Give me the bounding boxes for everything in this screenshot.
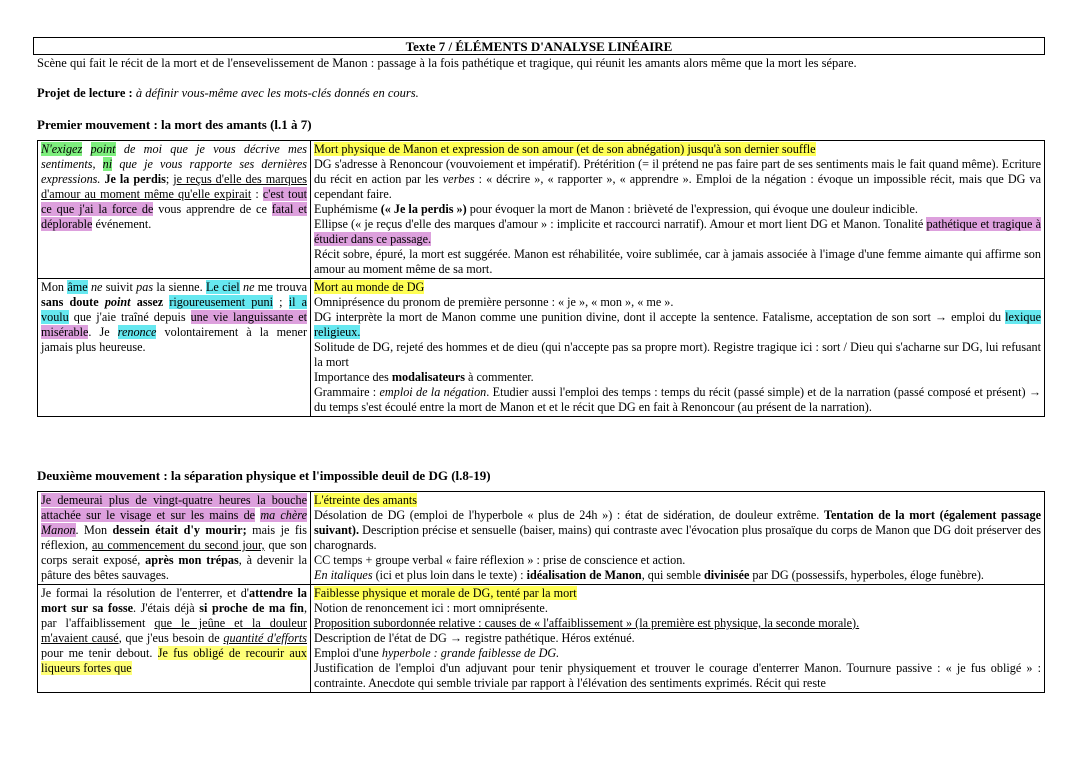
excerpt-fragment: mais je fis réflexion,: [41, 523, 308, 552]
excerpt-fragment: suivit: [105, 280, 133, 294]
analysis-text: DG s'adresse à Renoncour (vouvoiement et impératif). Prétérition (= il prétend ne pas faire part de ses sentiments mais le fait quand même). Ecriture du récit en action par les: [314, 157, 1041, 186]
excerpt-fragment: , que j'eus besoin de: [118, 631, 220, 645]
table-row: [38, 141, 1045, 279]
excerpt-fragment: :: [255, 187, 259, 201]
analysis-cell: [311, 585, 1045, 693]
excerpt-fragment: ne: [242, 280, 255, 294]
excerpt-fragment: si proche de ma fin: [199, 601, 304, 615]
excerpt-fragment: que j'aie traîné depuis: [73, 310, 186, 324]
analysis-text: pathétique et tragique à étudier dans ce passage.: [314, 217, 1041, 246]
analysis-text: Solitude de DG, rejeté des hommes et de dieu (qui n'accepte pas sa propre mort). Registre tragique ici : sort / Dieu qui s'acharne sur DG, lui refusant la mort: [314, 340, 1041, 369]
analysis-text: Importance des: [314, 370, 389, 384]
excerpt-fragment: , à devenir la pâture des bêtes sauvages.: [41, 553, 308, 582]
analysis-cell: [311, 141, 1045, 279]
excerpt-fragment: c'est tout ce que j'ai la force de: [41, 187, 308, 216]
analysis-text: Description de l'état de DG → registre pathétique. Héros exténué.: [314, 631, 635, 645]
reading-project-text: à définir vous-même avec les mots-clés donnés en cours.: [135, 86, 419, 100]
excerpt-fragment: point: [104, 295, 131, 309]
reading-project: [37, 86, 1047, 101]
table-row: [38, 492, 1045, 585]
excerpt-fragment: ma chère Manon: [41, 508, 308, 537]
analysis-text: : « décrire », « rapporter », « apprendre ». Emploi de la négation : évoque un impossible récit, mais que DG va cependant faire.: [314, 172, 1042, 201]
excerpt-fragment: , par l'affaiblissement: [41, 601, 307, 630]
excerpt-fragment: point: [90, 142, 116, 156]
analysis-text: Récit sobre, épuré, la mort est suggérée. Manon est réhabilitée, voire sublimée, car à jamais associée à l'image d'une femme aimante qui affirme son amour au moment même de sa mort.: [314, 247, 1041, 276]
excerpt-fragment: que le jeûne et la douleur m'avaient causé: [41, 616, 307, 645]
excerpt-fragment: quantité d'efforts: [223, 631, 307, 645]
excerpt-fragment: je reçus d'elle des marques d'amour au moment même qu'elle expirait: [41, 172, 307, 201]
excerpt-fragment: vous apprendre de ce: [158, 202, 267, 216]
analysis-table-1: [37, 140, 1045, 417]
excerpt-fragment: volontairement à la mener jamais plus heureuse.: [41, 325, 308, 354]
excerpt-fragment: de moi que je vous décrive mes sentiments,: [41, 142, 308, 171]
analysis-text: , qui semble: [641, 568, 701, 582]
analysis-cell: [311, 279, 1045, 417]
analysis-text: à commenter.: [468, 370, 534, 384]
analysis-text: modalisateurs: [391, 370, 465, 384]
excerpt-fragment: la sienne.: [156, 280, 203, 294]
analysis-text: (« Je la perdis »): [380, 202, 467, 216]
excerpt-fragment: . J'étais déjà: [132, 601, 195, 615]
text-excerpt-cell: [38, 279, 311, 417]
analysis-text: Ellipse (« je reçus d'elle des marques d'amour » : implicite et raccourci narratif). Amour et mort lient DG et Manon. Tonalité: [314, 217, 924, 231]
analysis-text: divinisée: [704, 568, 750, 582]
analysis-heading: Mort au monde de DG: [314, 280, 425, 294]
analysis-text: Emploi d'une: [314, 646, 379, 660]
analysis-heading: Mort physique de Manon et expression de son amour (et de son abnégation) jusqu'à son dernier souffle: [314, 142, 816, 156]
excerpt-fragment: dessein était d'y mourir;: [112, 523, 247, 537]
excerpt-fragment: attendre la mort sur sa fosse: [41, 586, 307, 615]
analysis-text: Notion de renoncement ici : mort omniprésente.: [314, 601, 548, 615]
excerpt-fragment: après mon trépas: [145, 553, 239, 567]
excerpt-fragment: ;: [165, 172, 170, 186]
excerpt-fragment: ;: [279, 295, 283, 309]
analysis-text: En italiques: [314, 568, 373, 582]
excerpt-fragment: au commencement du second jour,: [91, 538, 265, 552]
analysis-text: Tentation de la mort (également passage suivant).: [314, 508, 1042, 537]
analysis-text: Description précise et sensuelle (baiser, mains) qui contraste avec l'évocation plus prosaïque du corps de Manon que DG doit préserver des charognards.: [314, 523, 1042, 552]
excerpt-fragment: fatal et déplorable: [41, 202, 308, 231]
excerpt-fragment: pour me tenir debout.: [41, 646, 153, 660]
excerpt-fragment: il a voulu: [41, 295, 308, 324]
text-excerpt-cell: [38, 492, 311, 585]
excerpt-fragment: événement.: [95, 217, 152, 231]
excerpt-fragment: ne: [90, 280, 103, 294]
excerpt-fragment: renonce: [117, 325, 157, 339]
analysis-text: (ici et plus loin dans le texte) :: [375, 568, 524, 582]
excerpt-fragment: ni: [102, 157, 113, 171]
excerpt-fragment: que son corps serait exposé,: [41, 538, 308, 567]
analysis-text: Euphémisme: [314, 202, 378, 216]
excerpt-fragment: âme: [67, 280, 88, 294]
analysis-text: par DG (possessifs, hyperboles, éloge funèbre).: [752, 568, 984, 582]
analysis-text: idéalisation de Manon: [526, 568, 642, 582]
excerpt-fragment: . Je: [88, 325, 110, 339]
analysis-text: Omniprésence du pronom de première personne : « je », « mon », « me ».: [314, 295, 674, 309]
excerpt-fragment: Je la perdis: [104, 172, 166, 186]
excerpt-fragment: Mon: [41, 280, 65, 294]
analysis-text: DG interprète la mort de Manon comme une punition divine, dont il accepte la sentence. Fatalisme, acceptation de son sort → emploi du: [314, 310, 1002, 324]
analysis-text: pour évoquer la mort de Manon : brièveté de l'expression, qui évoque une douleur indicible.: [469, 202, 918, 216]
analysis-text: . Etudier aussi l'emploi des temps : temps du récit (passé simple) et de la narration (passé composé et présent) → du temps s'est écoulé entre la mort de Manon et et le récit que DG en fait à Renoncour (au présent de la narration).: [314, 385, 1042, 414]
analysis-text: hyperbole : grande faiblesse de DG.: [381, 646, 560, 660]
excerpt-fragment: une vie languissante et misérable: [41, 310, 307, 339]
analysis-text: emploi de la négation: [379, 385, 487, 399]
excerpt-fragment: rigoureusement puni: [169, 295, 273, 309]
page-title: Texte 7 / ÉLÉMENTS D'ANALYSE LINÉAIRE: [33, 37, 1045, 55]
section-heading-mouvement-1: Premier mouvement : la mort des amants (l.1 à 7): [37, 117, 312, 132]
analysis-cell: [311, 492, 1045, 585]
excerpt-fragment: Je fus obligé de recourir aux liqueurs fortes que: [41, 646, 308, 675]
text-excerpt-cell: [38, 141, 311, 279]
analysis-text: Justification de l'emploi d'un adjuvant pour tenir physiquement et trouver le courage d'enterrer Manon. Tournure passive : « je fus obligé » : contrainte. Anecdote qui semble triviale par rapport à l'élévation des sentiments exprimés. Récit qui reste: [314, 661, 1041, 690]
excerpt-fragment: Je demeurai plus de vingt-quatre heures la bouche attachée sur le visage et sur les mains de: [41, 493, 307, 522]
excerpt-fragment: me trouva: [257, 280, 308, 294]
section-heading-mouvement-2: Deuxième mouvement : la séparation physique et l'impossible deuil de DG (l.8-19): [37, 468, 491, 483]
analysis-text: lexique religieux.: [314, 310, 1042, 339]
analysis-text: Grammaire :: [314, 385, 377, 399]
analysis-text: CC temps + groupe verbal « faire réflexion » : prise de conscience et action.: [314, 553, 686, 567]
table-row: [38, 279, 1045, 417]
excerpt-fragment: pas: [136, 280, 154, 294]
reading-project-label: Projet de lecture :: [37, 86, 133, 100]
excerpt-fragment: Le ciel: [205, 280, 240, 294]
analysis-heading: Faiblesse physique et morale de DG, tenté par la mort: [314, 586, 577, 600]
excerpt-fragment: Je formai la résolution de l'enterrer, et d': [41, 586, 249, 600]
excerpt-fragment: que je vous rapporte ses dernières expressions.: [41, 157, 308, 186]
table-row: [38, 585, 1045, 693]
analysis-heading: L'étreinte des amants: [314, 493, 418, 507]
excerpt-fragment: assez: [136, 295, 164, 309]
excerpt-fragment: sans doute: [41, 295, 99, 309]
text-excerpt-cell: [38, 585, 311, 693]
intro-paragraph: Scène qui fait le récit de la mort et de l'ensevelissement de Manon : passage à la fois pathétique et tragique, qui réunit les amants alors même que la mort les sépare.: [37, 56, 857, 70]
analysis-text: Proposition subordonnée relative : causes de « l'affaiblissement » (la première est physique, la seconde morale).: [314, 616, 860, 630]
analysis-text: verbes: [442, 172, 475, 186]
excerpt-fragment: . Mon: [75, 523, 108, 537]
analysis-table-2: [37, 491, 1045, 693]
excerpt-fragment: N'exigez: [41, 142, 83, 156]
analysis-text: Désolation de DG (emploi de l'hyperbole « plus de 24h ») : état de sidération, de douleur extrême.: [314, 508, 820, 522]
